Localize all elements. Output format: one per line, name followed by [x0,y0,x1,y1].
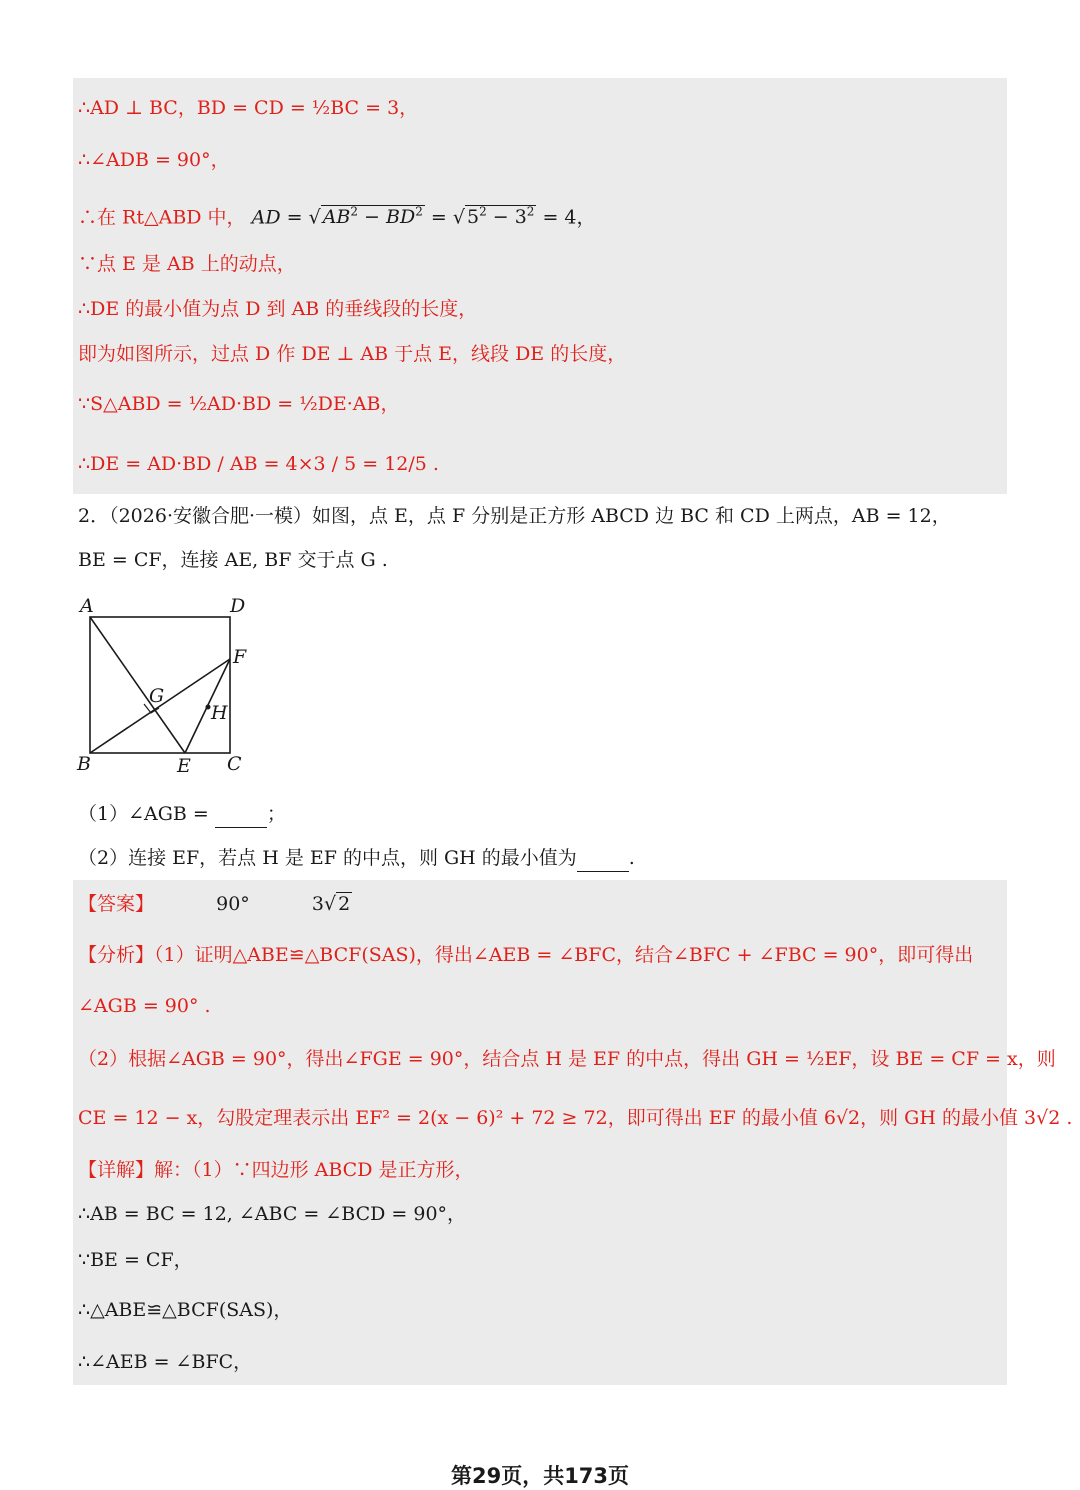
label-d: D [230,595,246,617]
solution-line-4 [78,250,296,278]
detail-5: ∴∠AEB = ∠BFC， [78,1351,253,1373]
answer-2-coef: 3 [311,893,324,915]
answer-blank-2[interactable] [577,853,629,872]
analysis-1: （1）证明△ABE≌△BCF(SAS)，得出∠AEB = ∠BFC，结合∠BFC + ∠FBC = 90°，即可得出 [154,944,974,966]
label-c: C [227,753,242,775]
label-f: F [233,646,247,668]
solution-line-8 [78,450,439,478]
detail-line-4 [78,1296,292,1324]
analysis-4: CE = 12 − x，勾股定理表示出 EF² = 2(x − 6)² + 72 ≥ 72，即可得出 EF 的最小值 6√2，则 GH 的最小值 3√2 . [78,1107,1073,1129]
q2-end: . [628,847,635,869]
page-footer: 第29页，共173页 [450,1464,630,1488]
solution-line-1 [78,94,418,122]
answer-1: 90° [216,893,250,915]
answer-blank-1[interactable] [215,809,267,828]
solution-line-2 [78,146,230,174]
problem-line-2 [78,546,388,574]
solution-line-5 [78,295,477,323]
answer-line [78,890,352,918]
sol-l6: 即为如图所示，过点 D 作 DE ⊥ AB 于点 E，线段 DE 的长度， [78,343,627,365]
detail-1: 解：（1）∵四边形 ABCD 是正方形， [154,1159,474,1181]
q1-end: ； [266,803,286,825]
detail-tag: 【详解】 [78,1159,155,1181]
segment-ae [90,617,185,753]
solution-line-3: ∴在 Rt△ABD 中， AD = √ $AB^2 - BD^2$ = √ $5^2 - 3^2 = 4$， [78,205,596,229]
square-figure [72,592,272,782]
sol-l8: ∴DE = AD·BD / AB = 4×3 / 5 = 12/5 . [78,453,439,475]
solution-line-6 [78,340,626,368]
analysis-line-3 [78,1045,1056,1073]
problem-text-2: BE = CF，连接 AE, BF 交于点 G . [78,549,388,571]
point-h [206,705,211,710]
analysis-tag: 【分析】 [78,944,155,966]
sol-l7: ∵S△ABD = ½AD·BD = ½DE·AB， [78,393,400,415]
detail-3: ∵BE = CF， [78,1249,193,1271]
solution-box-top [73,78,1007,494]
detail-line-2 [78,1200,466,1228]
sqrt-symbol: √ [323,893,337,915]
q1-text: （1）∠AGB = [78,803,215,825]
analysis-line-1 [78,941,973,969]
analysis-3: （2）根据∠AGB = 90°，得出∠FGE = 90°，结合点 H 是 EF 的中点，得出 GH = ½EF，设 BE = CF = x，则 [78,1048,1056,1070]
analysis-2: ∠AGB = 90° . [78,995,211,1017]
solution-line-7 [78,390,399,418]
label-e: E [177,755,191,777]
label-h: H [211,702,228,724]
label-a: A [80,595,94,617]
question-2 [78,844,635,872]
analysis-line-2 [78,992,211,1020]
answer-tag: 【答案】 [78,893,155,915]
q2-text: （2）连接 EF，若点 H 是 EF 的中点，则 GH 的最小值为 [78,847,577,869]
detail-line-5 [78,1348,252,1376]
sol-l4: ∵点 E 是 AB 上的动点， [78,253,296,275]
detail-4: ∴△ABE≌△BCF(SAS)， [78,1299,293,1321]
sol-l5: ∴DE 的最小值为点 D 到 AB 的垂线段的长度， [78,298,478,320]
detail-2: ∴AB = BC = 12, ∠ABC = ∠BCD = 90°， [78,1203,467,1225]
sol-l3-tail: = 4， [536,206,596,229]
label-g: G [149,685,165,707]
problem-text-1: 2．（2026·安徽合肥·一模）如图，点 E，点 F 分别是正方形 ABCD 边 BC 和 CD 上两点，AB = 12， [78,505,951,527]
detail-line-3 [78,1246,193,1274]
sol-l1: ∴AD ⊥ BC，BD = CD = ½BC = 3， [78,97,419,119]
label-b: B [77,753,91,775]
sol-l2: ∴∠ADB = 90°， [78,149,230,171]
answer-2-rad: 2 [338,893,351,915]
question-1 [78,800,286,828]
detail-line-1 [78,1156,474,1184]
sol-l3-prefix: ∴在 Rt△ABD 中， [78,206,246,229]
analysis-line-4 [78,1104,1072,1132]
problem-line-1 [78,502,951,530]
